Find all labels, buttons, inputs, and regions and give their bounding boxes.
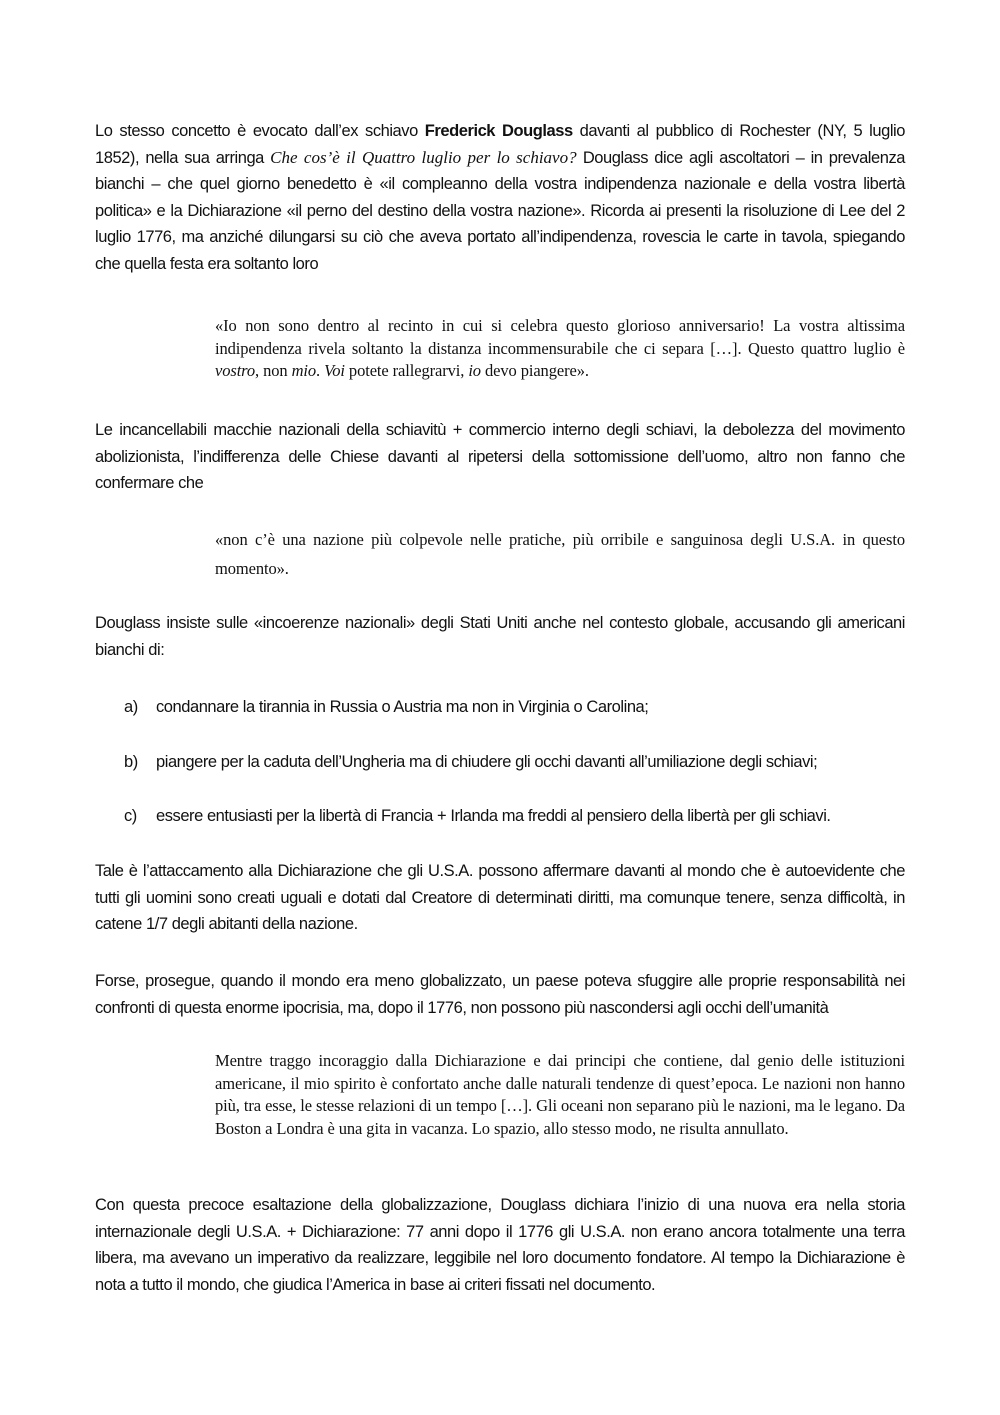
list-marker: a) bbox=[124, 698, 138, 716]
quote-italic: Voi bbox=[324, 361, 345, 380]
list-item bbox=[124, 749, 914, 775]
paragraph-globalization: Forse, prosegue, quando il mondo era meno globalizzato, un paese poteva sfuggire alle proprie responsabilità nei confronti di questa enorme ipocrisia, ma, dopo il 1776, non possono più nascondersi agli occhi dell’umanità bbox=[95, 972, 905, 1017]
quote-italic: mio bbox=[291, 361, 317, 380]
block-quote-declaration: Mentre traggo incoraggio dalla Dichiarazione e dai principi che contiene, dal genio delle istituzioni americane, il mio spirito è confortato anche dalle naturali tendenze di quest’epoca. Le nazioni non hanno più, tra esse, le stesse relazioni di un tempo […]. Gli oceani non separano più le nazioni, ma le legano. Da Boston a Londra è una gita in vacanza. Lo spazio, allo stesso modo, ne risulta annullato. bbox=[215, 1051, 905, 1138]
quote-italic: io bbox=[468, 361, 481, 380]
paragraph-text: Lo stesso concetto è evocato dall’ex schiavo bbox=[95, 122, 425, 140]
paragraph-text: davanti al pubblico di Rochester (NY, 5 luglio 1852), nella sua arringa bbox=[95, 122, 905, 167]
paragraph-douglass-intro bbox=[95, 118, 905, 277]
list-marker: c) bbox=[124, 807, 137, 825]
quote-text: «Io non sono dentro al recinto in cui si celebra questo glorioso anniversario! La vostra altissima indipendenza rivela soltanto la distanza incommensurabile che ci separa […]. Questo quattro luglio è bbox=[215, 316, 905, 358]
list-item-text: essere entusiasti per la libertà di Francia + Irlanda ma freddi al pensiero della libertà per gli schiavi. bbox=[156, 807, 831, 825]
paragraph-new-era: Con questa precoce esaltazione della globalizzazione, Douglass dichiara l’inizio di una nuova era nella storia internazionale degli U.S.A. + Dichiarazione: 77 anni dopo il 1776 gli U.S.A. non erano ancora totalmente una terra libera, ma avevano un imperativo da realizzare, leggibile nel loro documento fondatore. Al tempo la Dichiarazione è nota a tutto il mondo, che giudica l’America in base ai criteri fissati nel documento. bbox=[95, 1196, 905, 1294]
list-item bbox=[124, 803, 914, 829]
quote-text: , non bbox=[255, 361, 292, 380]
speech-title: Che cos’è il Quattro luglio per lo schiavo? bbox=[270, 147, 577, 167]
quote-text: devo piangere». bbox=[480, 361, 589, 380]
paragraph-national-stains: Le incancellabili macchie nazionali della schiavitù + commercio interno degli schiavi, la debolezza del movimento abolizionista, l’indifferenza delle Chiese davanti al ripetersi della sottomissione dell’uomo, altro non fanno che confermare che bbox=[95, 421, 905, 492]
block-quote-fourth-of-july bbox=[215, 315, 905, 383]
list-item-text: piangere per la caduta dell’Ungheria ma di chiudere gli occhi davanti all’umiliazione degli schiavi; bbox=[156, 753, 818, 771]
quote-text: potete rallegrarvi, bbox=[344, 361, 469, 380]
list-item bbox=[124, 694, 914, 720]
paragraph-attachment-declaration: Tale è l’attaccamento alla Dichiarazione che gli U.S.A. possono affermare davanti al mondo che è autoevidente che tutti gli uomini sono creati uguali e dotati dal Creatore di determinati diritti, ma comunque tenere, senza difficoltà, in catene 1/7 degli abitanti della nazione. bbox=[95, 862, 905, 933]
paragraph-text: Douglass dice agli ascoltatori – in prevalenza bianchi – che quel giorno benedetto è «il compleanno della vostra indipendenza nazionale e della vostra libertà politica» e la Dichiarazione «il perno del destino della vostra nazione». Ricorda ai presenti la risoluzione di Lee del 2 luglio 1776, ma anziché dilungarsi su ciò che aveva portato all’indipendenza, rovescia le carte in tavola, spiegando che quella festa era soltanto loro bbox=[95, 148, 906, 273]
block-quote-guilty-nation: «non c’è una nazione più colpevole nelle pratiche, più orribile e sanguinosa degli U.S.A. in questo momento». bbox=[215, 530, 905, 578]
paragraph-national-inconsistencies: Douglass insiste sulle «incoerenze nazionali» degli Stati Uniti anche nel contesto globale, accusando gli americani bianchi di: bbox=[95, 614, 905, 659]
list-marker: b) bbox=[124, 753, 138, 771]
bold-name: Frederick Douglass bbox=[424, 122, 573, 140]
list-item-text: condannare la tirannia in Russia o Austria ma non in Virginia o Carolina; bbox=[156, 698, 649, 716]
quote-italic: vostro bbox=[215, 361, 256, 380]
quote-text: . bbox=[316, 361, 325, 380]
